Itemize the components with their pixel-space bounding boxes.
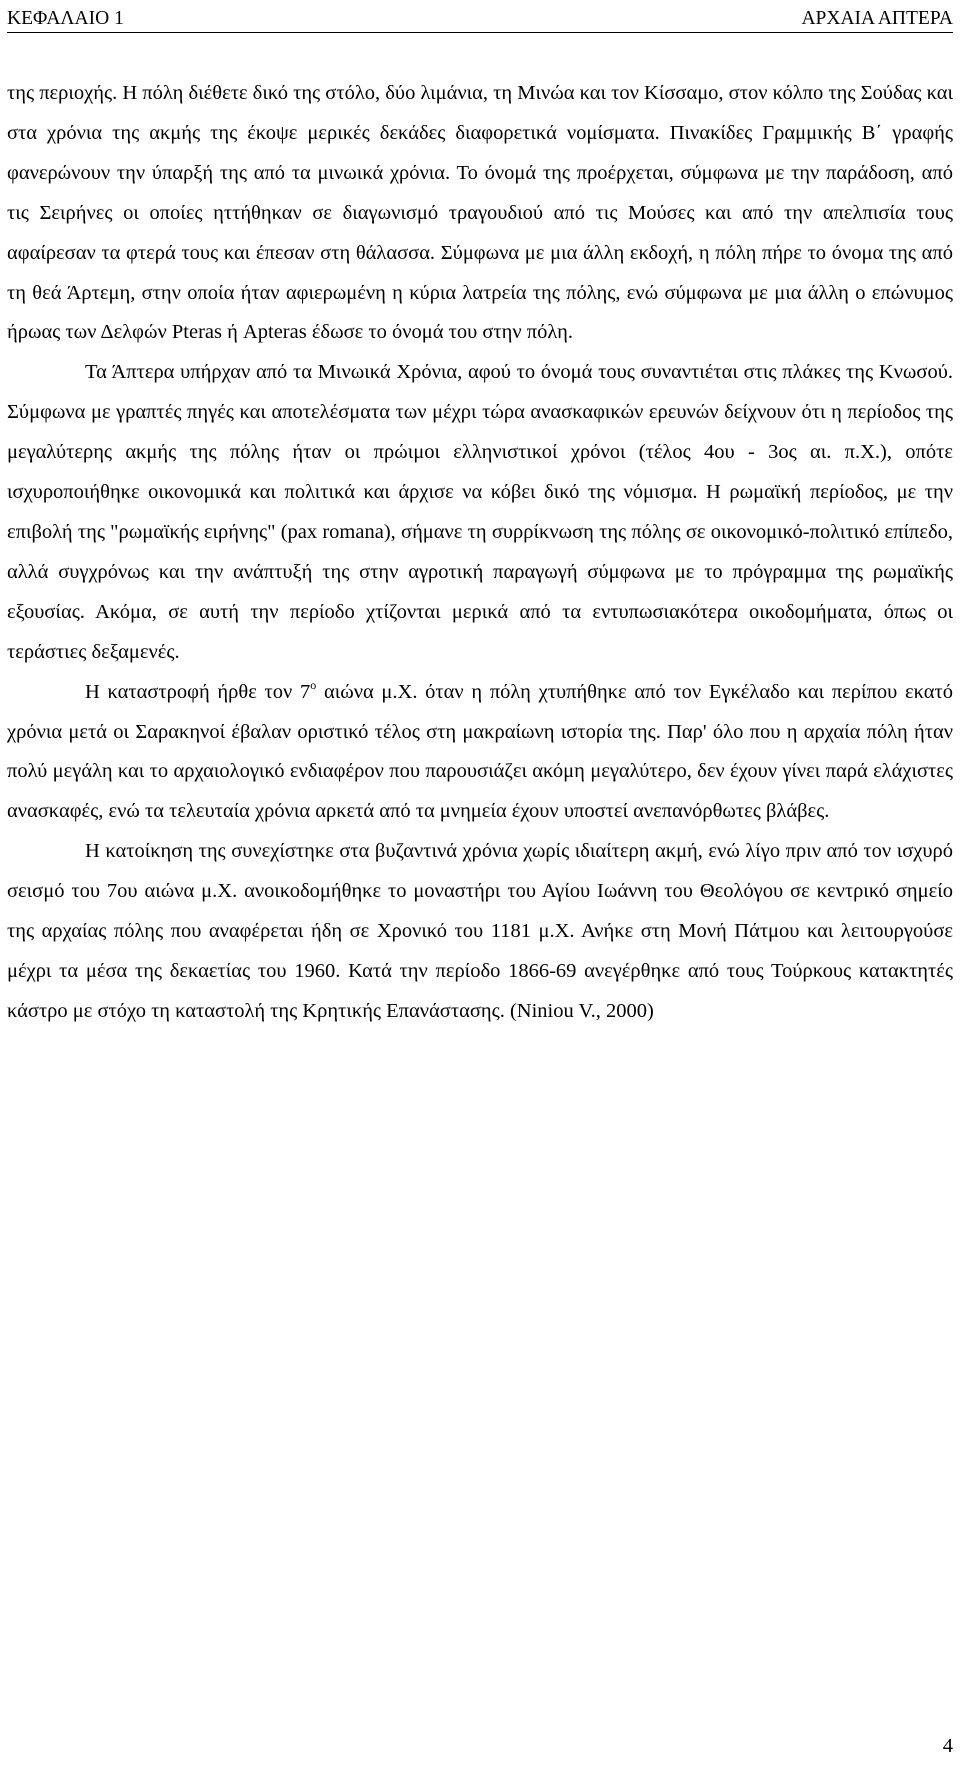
page-number: 4	[942, 1735, 953, 1757]
paragraph-3-rest: αιώνα μ.Χ. όταν η πόλη χτυπήθηκε από τον Εγκέλαδο και περίπου εκατό χρόνια μετά οι Σαρακηνοί έβαλαν οριστικό τέλος στη μακραίωνη ιστορία της. Παρ' όλο που η αρχαία πόλη ήταν πολύ μεγάλη και το αρχαιολογικό ενδιαφέρον που παρουσιάζει ακόμη μεγαλύτερο, δεν έχουν γίνει παρά ελάχιστες ανασκαφές, ενώ τα τελευταία χρόνια αρκετά από τα μνημεία έχουν υποστεί ανεπανόρθωτες βλάβες.	[7, 680, 953, 823]
paragraph-4: Η κατοίκηση της συνεχίστηκε στα βυζαντινά χρόνια χωρίς ιδιαίτερη ακμή, ενώ λίγο πριν από τον ισχυρό σεισμό του 7ου αιώνα μ.Χ. ανοικοδομήθηκε το μοναστήρι του Αγίου Ιωάννη του Θεολόγου σε κεντρικό σημείο της αρχαίας πόλης που αναφέρεται ήδη σε Χρονικό του 1181 μ.Χ. Ανήκε στη Μονή Πάτμου και λειτουργούσε μέχρι τα μέσα της δεκαετίας του 1960. Κατά την περίοδο 1866-69 ανεγέρθηκε από τους Τούρκους κατακτητές κάστρο με στόχο τη καταστολή της Κρητικής Επανάστασης. (Niniou V., 2000)	[7, 840, 953, 1022]
paragraph-2: Τα Άπτερα υπήρχαν από τα Μινωικά Χρόνια, αφού το όνομά τους συναντιέται στις πλάκες της Κνωσού. Σύμφωνα με γραπτές πηγές και αποτελέσματα των μέχρι τώρα ανασκαφικών ερευνών δείχνουν ότι η περίοδος της μεγαλύτερης ακμής της πόλης ήταν οι πρώιμοι ελληνιστικοί χρόνοι (τέλος 4ου - 3ος αι. π.Χ.), οπότε ισχυροποιήθηκε οικονομικά και πολιτικά και άρχισε να κόβει δικό της νόμισμα. Η ρωμαϊκή περίοδος, με την επιβολή της "ρωμαϊκής ειρήνης" (pax romana), σήμανε τη συρρίκνωση της πόλης σε οικονομικό-πολιτικό επίπεδο, αλλά συγχρόνως και την ανάπτυξή της στην αγροτική παραγωγή σύμφωνα με το πρόγραμμα της ρωμαϊκής εξουσίας. Ακόμα, σε αυτή την περίοδο χτίζονται μερικά από τα εντυπωσιακότερα οικοδομήματα, όπως οι τεράστιες δεξαμενές.	[7, 361, 953, 663]
paragraph-3-start: Η καταστροφή ήρθε τον 7	[85, 680, 311, 703]
page-header	[7, 4, 953, 33]
document-title: ΑΡΧΑΙΑ ΑΠΤΕΡΑ	[801, 8, 953, 29]
paragraph-1: της περιοχής. Η πόλη διέθετε δικό της στόλο, δύο λιμάνια, τη Μινώα και τον Κίσσαμο, στον κόλπο της Σούδας και στα χρόνια της ακμής της έκοψε μερικές δεκάδες διαφορετικά νομίσματα. Πινακίδες Γραμμικής Β΄ γραφής φανερώνουν την ύπαρξή της από τα μινωικά χρόνια. Το όνομά της προέρχεται, σύμφωνα με την παράδοση, από τις Σειρήνες οι οποίες ηττήθηκαν σε διαγωνισμό τραγουδιού από τις Μούσες και από την απελπισία τους αφαίρεσαν τα φτερά τους και έπεσαν στη θάλασσα. Σύμφωνα με μια άλλη εκδοχή, η πόλη πήρε το όνομα της από τη θεά Άρτεμη, στην οποία ήταν αφιερωμένη η κύρια λατρεία της πόλης, ενώ σύμφωνα με μια άλλη ο επώνυμος ήρωας των Δελφών Pteras ή Apteras έδωσε το όνομά του στην πόλη.	[7, 82, 953, 344]
paragraph-3	[7, 673, 953, 833]
ordinal-superscript: ο	[310, 677, 317, 692]
chapter-label: ΚΕΦΑΛΑΙΟ 1	[7, 8, 124, 29]
body-text	[7, 74, 953, 1032]
